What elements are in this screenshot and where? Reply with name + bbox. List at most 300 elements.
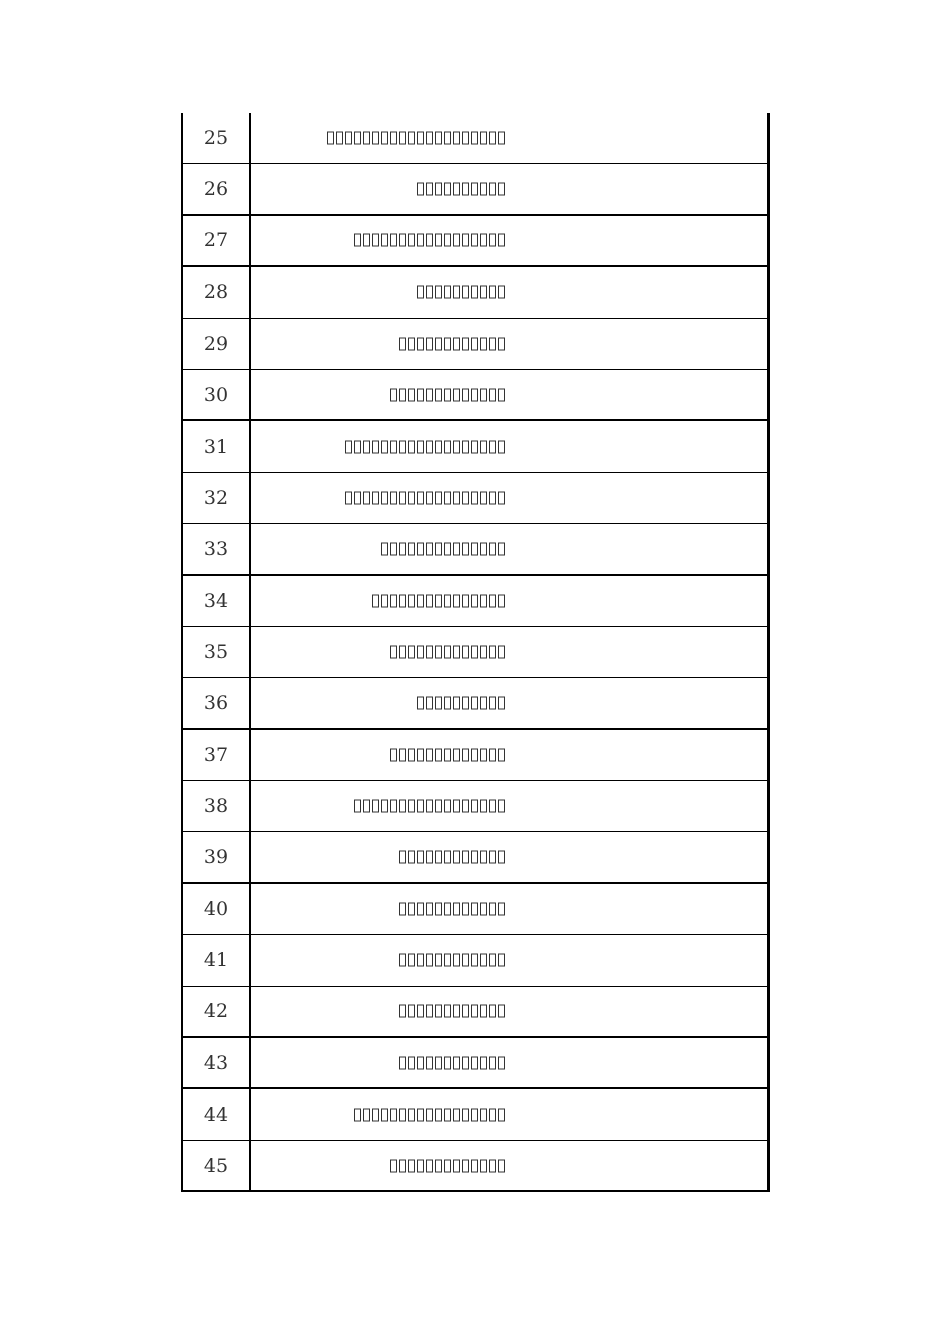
missing-glyph-box: [435, 183, 442, 196]
missing-glyph-box: [426, 234, 433, 247]
missing-glyph-box: [471, 1005, 478, 1018]
missing-glyph-box: [408, 440, 415, 453]
unrendered-glyphs: [417, 286, 505, 299]
missing-glyph-box: [345, 440, 352, 453]
unrendered-glyphs: [399, 851, 505, 864]
missing-glyph-box: [444, 1159, 451, 1172]
missing-glyph-box: [345, 132, 352, 145]
missing-glyph-box: [453, 1005, 460, 1018]
missing-glyph-box: [489, 696, 496, 709]
missing-glyph-box: [444, 696, 451, 709]
row-name-cell: [251, 884, 767, 934]
missing-glyph-box: [462, 491, 469, 504]
unrendered-glyphs: [345, 491, 505, 504]
row-number: 34: [183, 576, 251, 626]
unrendered-glyphs: [399, 1005, 505, 1018]
missing-glyph-box: [471, 903, 478, 916]
table-row: [183, 1141, 767, 1192]
unrendered-glyphs: [399, 1056, 505, 1069]
missing-glyph-box: [471, 234, 478, 247]
missing-glyph-box: [435, 696, 442, 709]
missing-glyph-box: [480, 337, 487, 350]
missing-glyph-box: [408, 748, 415, 761]
missing-glyph-box: [462, 234, 469, 247]
missing-glyph-box: [489, 388, 496, 401]
row-number: 38: [183, 781, 251, 831]
missing-glyph-box: [462, 748, 469, 761]
missing-glyph-box: [381, 440, 388, 453]
missing-glyph-box: [471, 132, 478, 145]
missing-glyph-box: [408, 1056, 415, 1069]
missing-glyph-box: [399, 440, 406, 453]
row-name-cell: [251, 832, 767, 881]
missing-glyph-box: [408, 234, 415, 247]
missing-glyph-box: [435, 388, 442, 401]
row-name-cell: [251, 370, 767, 419]
row-number: 32: [183, 473, 251, 523]
missing-glyph-box: [480, 646, 487, 659]
row-number: 44: [183, 1089, 251, 1139]
row-number: 27: [183, 216, 251, 265]
missing-glyph-box: [408, 1108, 415, 1121]
missing-glyph-box: [462, 1056, 469, 1069]
missing-glyph-box: [498, 646, 505, 659]
missing-glyph-box: [390, 388, 397, 401]
missing-glyph-box: [399, 234, 406, 247]
missing-glyph-box: [480, 1056, 487, 1069]
missing-glyph-box: [498, 542, 505, 555]
missing-glyph-box: [354, 132, 361, 145]
missing-glyph-box: [372, 1108, 379, 1121]
row-name-cell: [251, 267, 767, 317]
missing-glyph-box: [435, 646, 442, 659]
missing-glyph-box: [426, 1159, 433, 1172]
missing-glyph-box: [471, 183, 478, 196]
missing-glyph-box: [435, 1108, 442, 1121]
missing-glyph-box: [471, 851, 478, 864]
missing-glyph-box: [426, 132, 433, 145]
missing-glyph-box: [399, 903, 406, 916]
missing-glyph-box: [489, 851, 496, 864]
missing-glyph-box: [489, 132, 496, 145]
missing-glyph-box: [417, 132, 424, 145]
missing-glyph-box: [426, 286, 433, 299]
missing-glyph-box: [354, 491, 361, 504]
missing-glyph-box: [390, 542, 397, 555]
missing-glyph-box: [498, 800, 505, 813]
table-row: [183, 370, 767, 421]
missing-glyph-box: [471, 954, 478, 967]
missing-glyph-box: [453, 954, 460, 967]
missing-glyph-box: [453, 286, 460, 299]
missing-glyph-box: [480, 903, 487, 916]
missing-glyph-box: [489, 594, 496, 607]
missing-glyph-box: [372, 594, 379, 607]
missing-glyph-box: [480, 491, 487, 504]
missing-glyph-box: [408, 542, 415, 555]
missing-glyph-box: [372, 132, 379, 145]
missing-glyph-box: [444, 542, 451, 555]
missing-glyph-box: [408, 903, 415, 916]
missing-glyph-box: [480, 1108, 487, 1121]
missing-glyph-box: [408, 1005, 415, 1018]
row-number: 30: [183, 370, 251, 419]
missing-glyph-box: [399, 594, 406, 607]
row-name-cell: [251, 113, 767, 163]
missing-glyph-box: [417, 388, 424, 401]
missing-glyph-box: [435, 132, 442, 145]
missing-glyph-box: [453, 388, 460, 401]
missing-glyph-box: [372, 234, 379, 247]
missing-glyph-box: [453, 594, 460, 607]
unrendered-glyphs: [354, 800, 505, 813]
missing-glyph-box: [426, 542, 433, 555]
missing-glyph-box: [435, 903, 442, 916]
missing-glyph-box: [471, 594, 478, 607]
unrendered-glyphs: [354, 234, 505, 247]
missing-glyph-box: [471, 696, 478, 709]
missing-glyph-box: [399, 542, 406, 555]
missing-glyph-box: [426, 1005, 433, 1018]
missing-glyph-box: [372, 440, 379, 453]
missing-glyph-box: [390, 234, 397, 247]
row-name-cell: [251, 1089, 767, 1139]
missing-glyph-box: [498, 286, 505, 299]
row-name-cell: [251, 987, 767, 1036]
missing-glyph-box: [444, 646, 451, 659]
missing-glyph-box: [399, 851, 406, 864]
missing-glyph-box: [462, 388, 469, 401]
missing-glyph-box: [462, 542, 469, 555]
missing-glyph-box: [444, 388, 451, 401]
missing-glyph-box: [408, 337, 415, 350]
missing-glyph-box: [471, 1056, 478, 1069]
missing-glyph-box: [399, 1159, 406, 1172]
missing-glyph-box: [363, 1108, 370, 1121]
row-name-cell: [251, 678, 767, 727]
missing-glyph-box: [444, 337, 451, 350]
missing-glyph-box: [399, 1056, 406, 1069]
missing-glyph-box: [498, 748, 505, 761]
missing-glyph-box: [435, 748, 442, 761]
missing-glyph-box: [435, 851, 442, 864]
unrendered-glyphs: [399, 954, 505, 967]
missing-glyph-box: [462, 1159, 469, 1172]
missing-glyph-box: [471, 286, 478, 299]
missing-glyph-box: [426, 696, 433, 709]
missing-glyph-box: [489, 286, 496, 299]
missing-glyph-box: [390, 491, 397, 504]
missing-glyph-box: [399, 954, 406, 967]
missing-glyph-box: [363, 440, 370, 453]
missing-glyph-box: [381, 491, 388, 504]
missing-glyph-box: [435, 1056, 442, 1069]
missing-glyph-box: [399, 388, 406, 401]
missing-glyph-box: [453, 696, 460, 709]
missing-glyph-box: [417, 748, 424, 761]
missing-glyph-box: [480, 1159, 487, 1172]
missing-glyph-box: [426, 748, 433, 761]
missing-glyph-box: [408, 1159, 415, 1172]
missing-glyph-box: [435, 440, 442, 453]
missing-glyph-box: [417, 646, 424, 659]
missing-glyph-box: [408, 851, 415, 864]
missing-glyph-box: [471, 646, 478, 659]
missing-glyph-box: [390, 594, 397, 607]
missing-glyph-box: [435, 337, 442, 350]
missing-glyph-box: [453, 1108, 460, 1121]
missing-glyph-box: [453, 491, 460, 504]
missing-glyph-box: [435, 954, 442, 967]
missing-glyph-box: [417, 696, 424, 709]
missing-glyph-box: [480, 851, 487, 864]
unrendered-glyphs: [390, 646, 505, 659]
missing-glyph-box: [480, 388, 487, 401]
missing-glyph-box: [417, 286, 424, 299]
table-row: [183, 935, 767, 986]
missing-glyph-box: [399, 491, 406, 504]
missing-glyph-box: [453, 542, 460, 555]
missing-glyph-box: [462, 800, 469, 813]
missing-glyph-box: [453, 1056, 460, 1069]
missing-glyph-box: [381, 1108, 388, 1121]
row-number: 26: [183, 164, 251, 213]
missing-glyph-box: [408, 388, 415, 401]
missing-glyph-box: [480, 594, 487, 607]
table-row: [183, 524, 767, 575]
missing-glyph-box: [435, 800, 442, 813]
missing-glyph-box: [390, 440, 397, 453]
missing-glyph-box: [372, 800, 379, 813]
missing-glyph-box: [471, 1108, 478, 1121]
row-number: 43: [183, 1038, 251, 1087]
missing-glyph-box: [363, 491, 370, 504]
missing-glyph-box: [417, 903, 424, 916]
missing-glyph-box: [381, 542, 388, 555]
missing-glyph-box: [489, 800, 496, 813]
table-row: [183, 113, 767, 164]
missing-glyph-box: [471, 542, 478, 555]
missing-glyph-box: [498, 594, 505, 607]
missing-glyph-box: [489, 903, 496, 916]
missing-glyph-box: [498, 132, 505, 145]
unrendered-glyphs: [417, 183, 505, 196]
missing-glyph-box: [453, 646, 460, 659]
row-number: 33: [183, 524, 251, 573]
missing-glyph-box: [453, 132, 460, 145]
missing-glyph-box: [381, 800, 388, 813]
missing-glyph-box: [498, 1005, 505, 1018]
missing-glyph-box: [363, 800, 370, 813]
missing-glyph-box: [462, 903, 469, 916]
missing-glyph-box: [462, 132, 469, 145]
table-row: [183, 884, 767, 935]
missing-glyph-box: [417, 542, 424, 555]
missing-glyph-box: [435, 1005, 442, 1018]
missing-glyph-box: [354, 440, 361, 453]
missing-glyph-box: [453, 800, 460, 813]
missing-glyph-box: [480, 748, 487, 761]
missing-glyph-box: [426, 337, 433, 350]
missing-glyph-box: [426, 800, 433, 813]
missing-glyph-box: [399, 646, 406, 659]
row-name-cell: [251, 216, 767, 265]
missing-glyph-box: [381, 594, 388, 607]
missing-glyph-box: [354, 234, 361, 247]
table-row: [183, 987, 767, 1038]
missing-glyph-box: [426, 646, 433, 659]
missing-glyph-box: [426, 1056, 433, 1069]
missing-glyph-box: [399, 337, 406, 350]
missing-glyph-box: [498, 491, 505, 504]
missing-glyph-box: [498, 954, 505, 967]
missing-glyph-box: [489, 646, 496, 659]
missing-glyph-box: [462, 1108, 469, 1121]
missing-glyph-box: [498, 1108, 505, 1121]
missing-glyph-box: [426, 183, 433, 196]
missing-glyph-box: [390, 646, 397, 659]
table-row: [183, 730, 767, 781]
missing-glyph-box: [489, 542, 496, 555]
missing-glyph-box: [363, 234, 370, 247]
missing-glyph-box: [489, 1159, 496, 1172]
missing-glyph-box: [453, 851, 460, 864]
missing-glyph-box: [399, 1108, 406, 1121]
missing-glyph-box: [444, 491, 451, 504]
missing-glyph-box: [399, 132, 406, 145]
missing-glyph-box: [462, 337, 469, 350]
missing-glyph-box: [489, 748, 496, 761]
row-number: 41: [183, 935, 251, 985]
missing-glyph-box: [417, 851, 424, 864]
missing-glyph-box: [498, 337, 505, 350]
missing-glyph-box: [462, 954, 469, 967]
missing-glyph-box: [435, 491, 442, 504]
missing-glyph-box: [390, 132, 397, 145]
missing-glyph-box: [390, 1159, 397, 1172]
missing-glyph-box: [498, 388, 505, 401]
missing-glyph-box: [327, 132, 334, 145]
missing-glyph-box: [426, 954, 433, 967]
missing-glyph-box: [471, 800, 478, 813]
unrendered-glyphs: [399, 903, 505, 916]
missing-glyph-box: [462, 594, 469, 607]
missing-glyph-box: [417, 440, 424, 453]
missing-glyph-box: [444, 851, 451, 864]
missing-glyph-box: [444, 954, 451, 967]
missing-glyph-box: [435, 594, 442, 607]
row-number: 39: [183, 832, 251, 881]
unrendered-glyphs: [399, 337, 505, 350]
missing-glyph-box: [435, 286, 442, 299]
row-name-cell: [251, 1038, 767, 1087]
missing-glyph-box: [444, 286, 451, 299]
unrendered-glyphs: [390, 748, 505, 761]
missing-glyph-box: [426, 594, 433, 607]
missing-glyph-box: [462, 851, 469, 864]
missing-glyph-box: [417, 491, 424, 504]
missing-glyph-box: [489, 491, 496, 504]
missing-glyph-box: [471, 440, 478, 453]
missing-glyph-box: [417, 183, 424, 196]
missing-glyph-box: [444, 748, 451, 761]
missing-glyph-box: [444, 183, 451, 196]
missing-glyph-box: [480, 1005, 487, 1018]
missing-glyph-box: [417, 594, 424, 607]
table-row: [183, 1089, 767, 1140]
missing-glyph-box: [489, 234, 496, 247]
missing-glyph-box: [498, 903, 505, 916]
row-name-cell: [251, 164, 767, 213]
missing-glyph-box: [408, 132, 415, 145]
table-row: [183, 781, 767, 832]
missing-glyph-box: [363, 132, 370, 145]
row-number: 35: [183, 627, 251, 677]
missing-glyph-box: [444, 440, 451, 453]
missing-glyph-box: [480, 542, 487, 555]
table-row: [183, 421, 767, 472]
missing-glyph-box: [399, 1005, 406, 1018]
missing-glyph-box: [498, 234, 505, 247]
missing-glyph-box: [390, 800, 397, 813]
missing-glyph-box: [426, 851, 433, 864]
missing-glyph-box: [453, 1159, 460, 1172]
missing-glyph-box: [408, 646, 415, 659]
missing-glyph-box: [453, 337, 460, 350]
data-table: [181, 113, 770, 1192]
missing-glyph-box: [453, 440, 460, 453]
missing-glyph-box: [417, 954, 424, 967]
row-number: 25: [183, 113, 251, 163]
table-row: [183, 216, 767, 267]
missing-glyph-box: [354, 800, 361, 813]
table-row: [183, 473, 767, 524]
table-row: [183, 678, 767, 729]
row-number: 42: [183, 987, 251, 1036]
missing-glyph-box: [498, 1056, 505, 1069]
missing-glyph-box: [480, 183, 487, 196]
missing-glyph-box: [453, 748, 460, 761]
missing-glyph-box: [498, 696, 505, 709]
table-row: [183, 1038, 767, 1089]
missing-glyph-box: [444, 132, 451, 145]
missing-glyph-box: [462, 440, 469, 453]
missing-glyph-box: [390, 748, 397, 761]
missing-glyph-box: [471, 491, 478, 504]
missing-glyph-box: [462, 646, 469, 659]
unrendered-glyphs: [381, 542, 505, 555]
missing-glyph-box: [408, 800, 415, 813]
missing-glyph-box: [426, 491, 433, 504]
missing-glyph-box: [462, 696, 469, 709]
missing-glyph-box: [480, 440, 487, 453]
unrendered-glyphs: [354, 1108, 505, 1121]
row-number: 29: [183, 319, 251, 369]
unrendered-glyphs: [417, 696, 505, 709]
missing-glyph-box: [417, 234, 424, 247]
missing-glyph-box: [489, 337, 496, 350]
row-name-cell: [251, 421, 767, 471]
row-number: 31: [183, 421, 251, 471]
missing-glyph-box: [480, 234, 487, 247]
missing-glyph-box: [417, 1159, 424, 1172]
row-name-cell: [251, 319, 767, 369]
row-number: 28: [183, 267, 251, 317]
table-row: [183, 627, 767, 678]
table-row: [183, 832, 767, 883]
row-name-cell: [251, 473, 767, 523]
missing-glyph-box: [498, 440, 505, 453]
